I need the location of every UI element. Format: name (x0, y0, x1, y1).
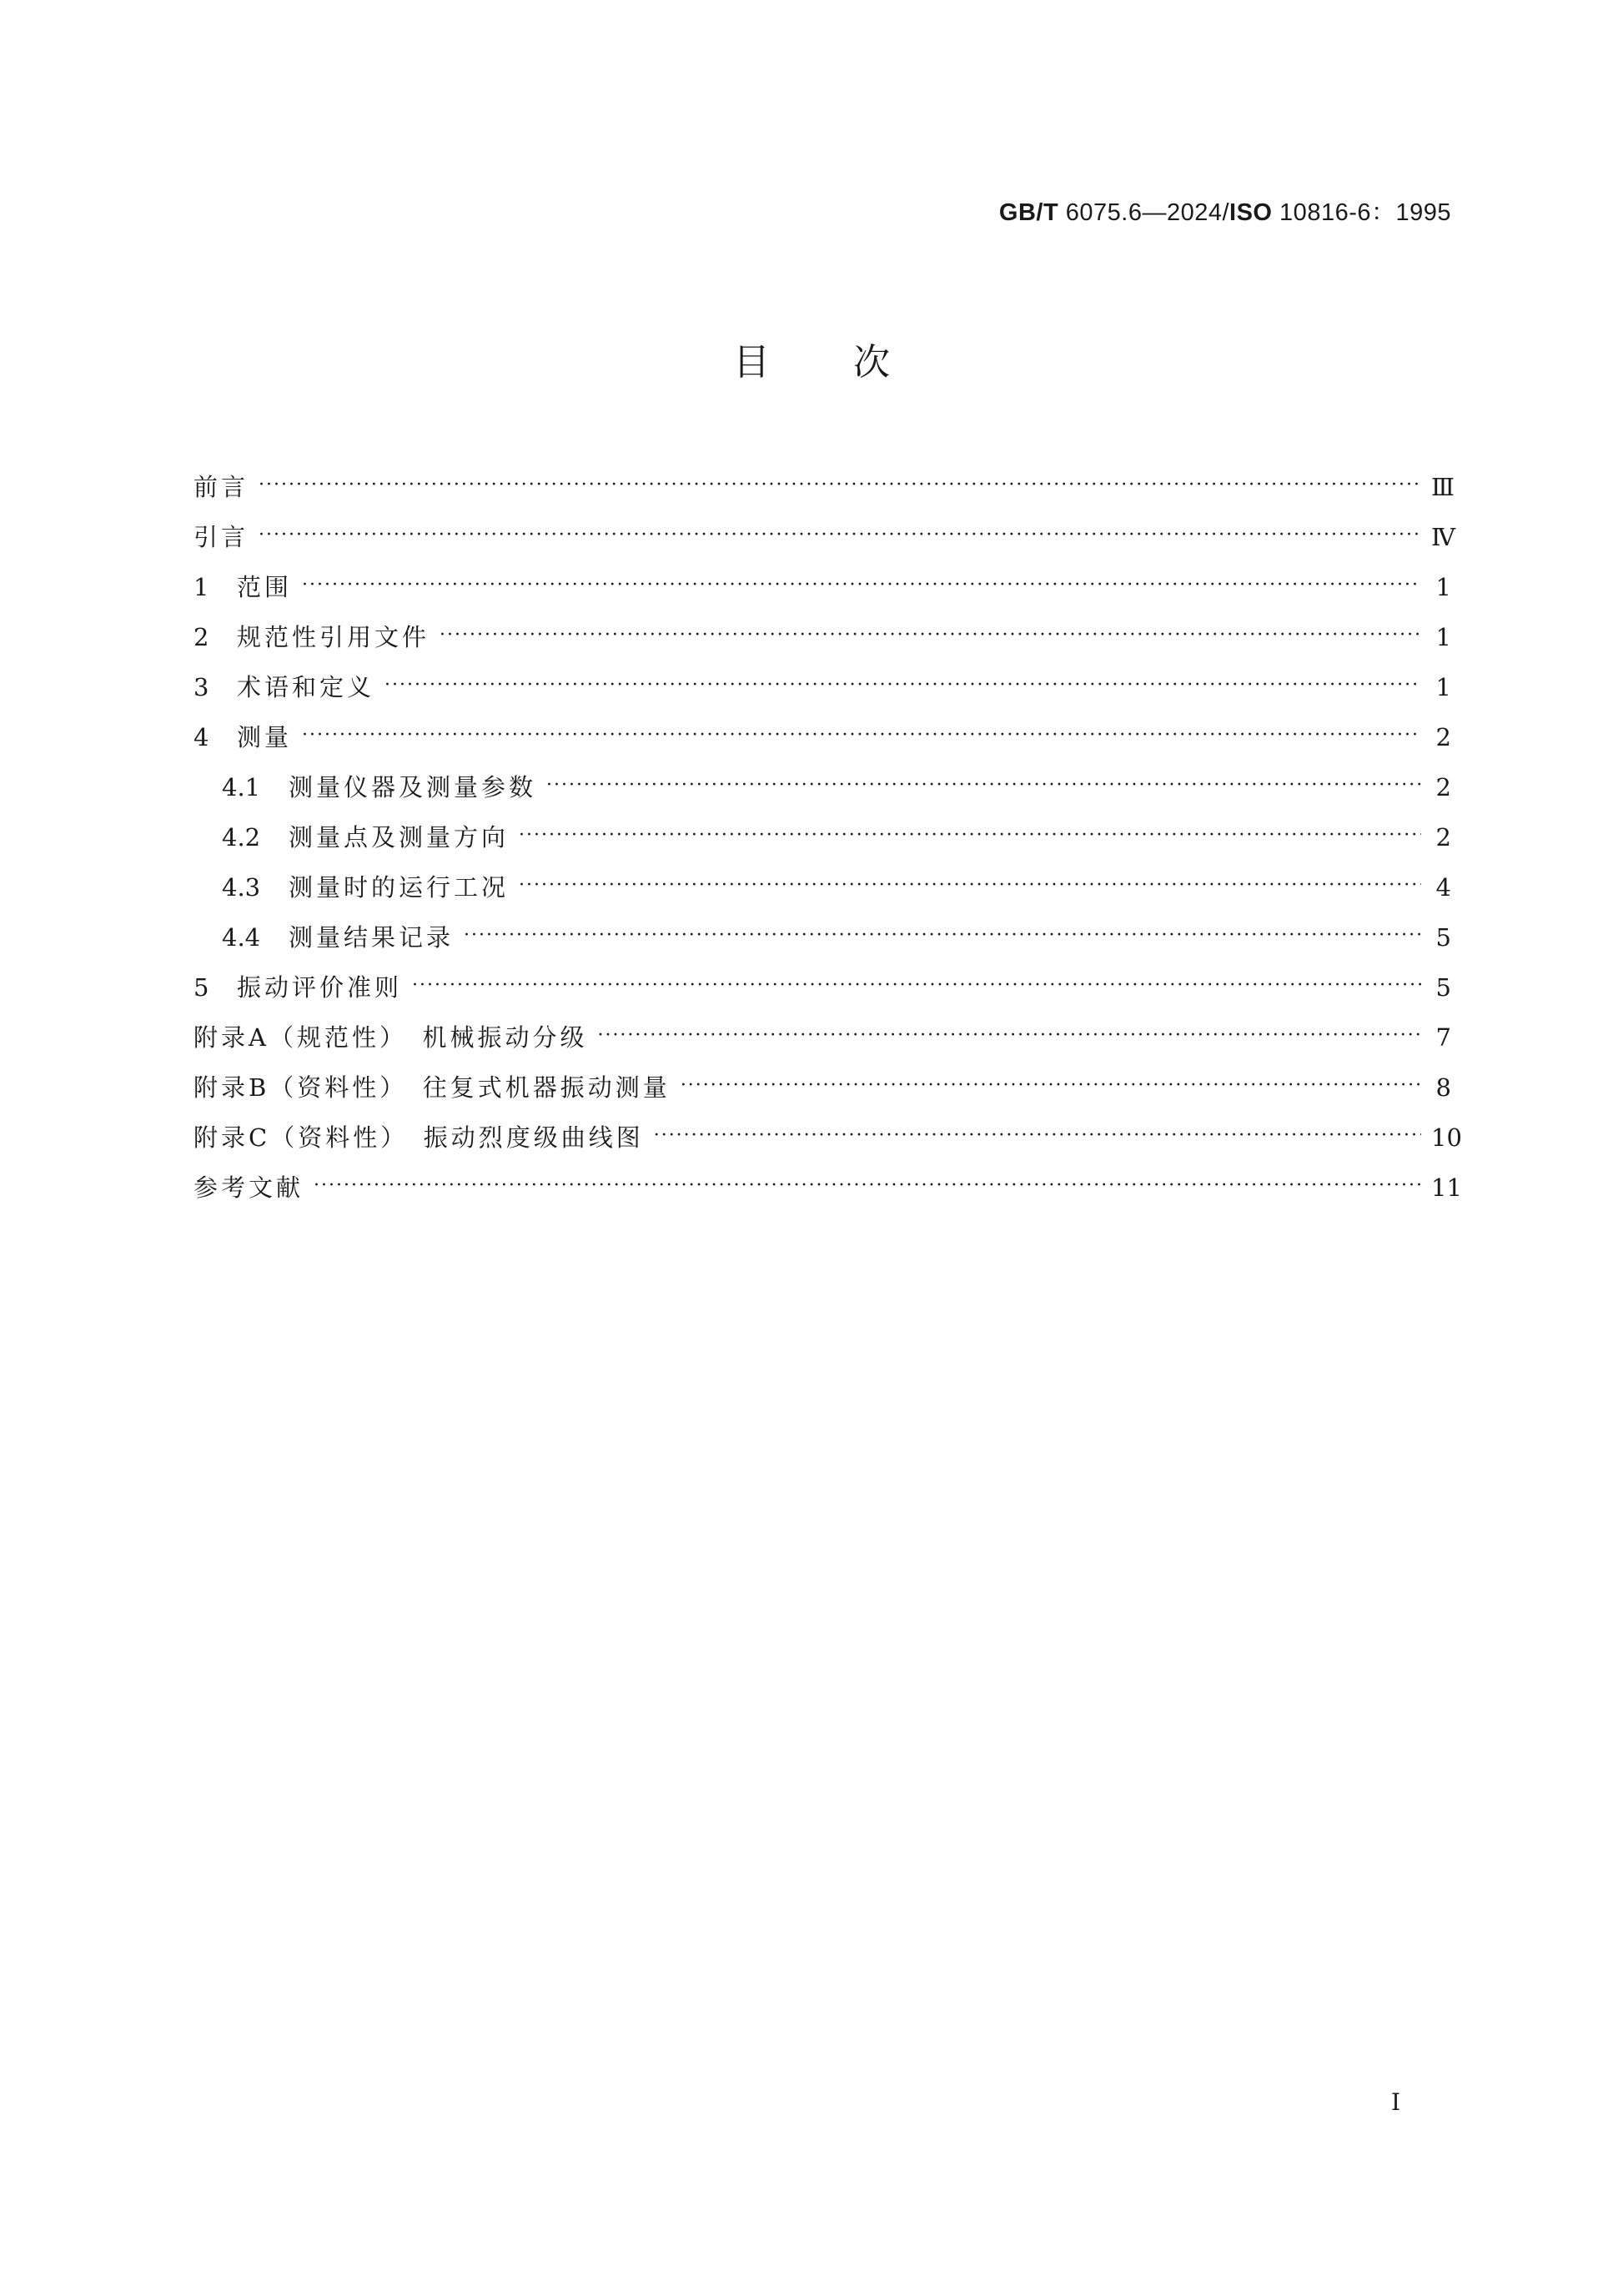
toc-page-number: 7 (1435, 1023, 1451, 1052)
standard-number: 6075.6—2024/ (1058, 199, 1230, 226)
toc-entry-label: 前言 (193, 473, 249, 501)
toc-entry-number: 4 (193, 723, 209, 751)
toc-entry-3[interactable] (193, 662, 1451, 712)
toc-page-number: 1 (1435, 573, 1451, 601)
toc-entry-4-4[interactable] (193, 912, 1451, 962)
toc-leader-dots (302, 560, 1421, 610)
toc-entry-label: 振动评价准则 (237, 973, 403, 1002)
toc-entry-annex-b[interactable] (193, 1063, 1451, 1113)
toc-page-number: 5 (1435, 923, 1451, 952)
toc-leader-dots (519, 861, 1421, 911)
toc-leader-dots (302, 711, 1421, 761)
toc-page-number: 1 (1435, 623, 1451, 651)
toc-leader-dots (384, 661, 1421, 711)
toc-entry-number: 4.3 (222, 873, 261, 902)
standard-code-header (999, 193, 1451, 228)
toc-leader-dots (597, 1011, 1421, 1061)
toc-entry-bibliography[interactable] (193, 1163, 1462, 1213)
toc-entry-4-3[interactable] (193, 862, 1451, 912)
toc-entry-number: 5 (193, 973, 209, 1002)
toc-entry-number: 4.2 (222, 823, 261, 852)
toc-leader-dots (546, 761, 1421, 811)
toc-entry-label: 测量结果记录 (289, 923, 455, 952)
page-title: 目次 (733, 341, 973, 384)
toc-entry-number: 4.4 (222, 923, 261, 952)
toc-entry-label: 引言 (193, 523, 249, 551)
toc-leader-dots (681, 1061, 1421, 1111)
toc-entry-5[interactable] (193, 962, 1451, 1012)
toc-leader-dots (259, 460, 1421, 510)
toc-page-number: 4 (1435, 873, 1451, 902)
table-of-contents (193, 462, 1462, 1213)
toc-page-number: 11 (1431, 1173, 1462, 1202)
toc-entry-number: 3 (193, 673, 209, 701)
iso-number: 10816-6：1995 (1272, 199, 1451, 226)
toc-entry-4[interactable] (193, 712, 1451, 762)
toc-entry-annex-a[interactable] (193, 1012, 1451, 1063)
toc-page-number: Ⅲ (1431, 473, 1455, 501)
toc-entry-label: 参考文献 (193, 1173, 304, 1202)
toc-page-number: 1 (1435, 673, 1451, 701)
page-number: Ⅰ (1391, 2088, 1401, 2116)
toc-leader-dots (464, 911, 1421, 961)
toc-leader-dots (440, 610, 1421, 661)
toc-entry-number: 4.1 (222, 773, 261, 801)
toc-entry-1[interactable] (193, 562, 1451, 612)
toc-leader-dots (412, 961, 1421, 1011)
toc-entry-label: 范围 (237, 573, 293, 601)
toc-page-number: 2 (1435, 773, 1451, 801)
toc-entry-label: 附录A（规范性） 机械振动分级 (193, 1023, 588, 1052)
toc-page-number: 10 (1431, 1123, 1462, 1152)
toc-entry-number: 1 (193, 573, 209, 601)
standard-prefix: GB/T (998, 199, 1059, 226)
toc-entry-label: 测量 (237, 723, 293, 751)
toc-leader-dots (314, 1161, 1421, 1211)
toc-leader-dots (259, 510, 1421, 560)
toc-page-number: 5 (1435, 973, 1451, 1002)
toc-leader-dots (519, 811, 1421, 861)
iso-prefix: ISO (1229, 199, 1273, 226)
toc-entry-number: 2 (193, 623, 209, 651)
toc-entry-foreword[interactable] (193, 462, 1455, 512)
toc-entry-label: 附录C（资料性） 振动烈度级曲线图 (193, 1123, 644, 1152)
toc-entry-introduction[interactable] (193, 512, 1455, 562)
toc-entry-label: 测量点及测量方向 (289, 823, 510, 852)
toc-leader-dots (654, 1111, 1421, 1161)
toc-entry-label: 附录B（资料性） 往复式机器振动测量 (193, 1073, 671, 1102)
toc-page-number: Ⅳ (1431, 523, 1455, 551)
toc-page-number: 2 (1435, 823, 1451, 852)
toc-entry-annex-c[interactable] (193, 1113, 1462, 1163)
toc-entry-label: 规范性引用文件 (237, 623, 430, 651)
toc-page-number: 8 (1435, 1073, 1451, 1102)
toc-entry-4-2[interactable] (193, 812, 1451, 862)
toc-entry-label: 术语和定义 (237, 673, 375, 701)
toc-entry-label: 测量仪器及测量参数 (289, 773, 537, 801)
toc-entry-4-1[interactable] (193, 762, 1451, 812)
toc-entry-2[interactable] (193, 612, 1451, 662)
toc-page-number: 2 (1435, 723, 1451, 751)
toc-entry-label: 测量时的运行工况 (289, 873, 510, 902)
